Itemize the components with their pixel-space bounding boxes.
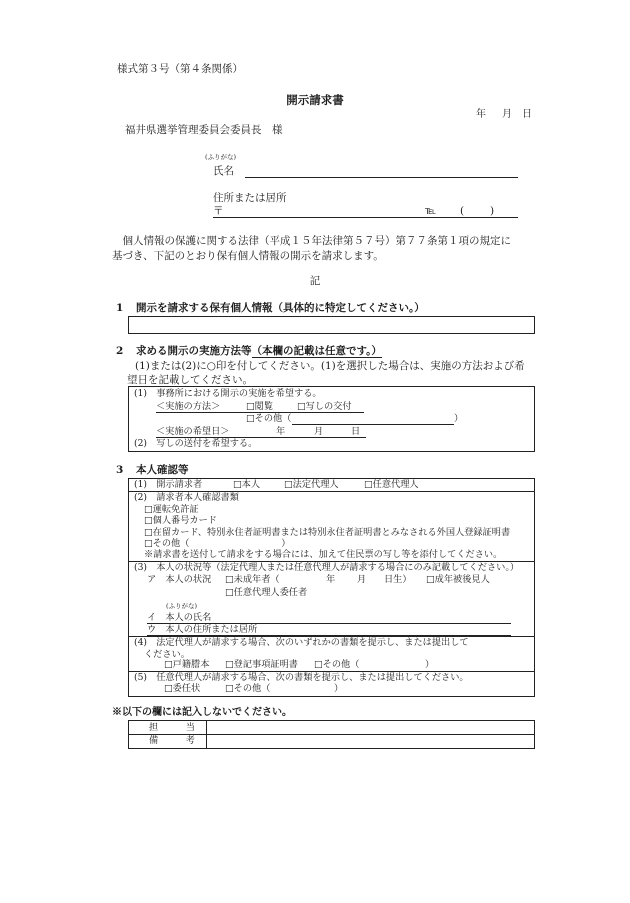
office-label-cell: [129, 735, 207, 748]
requester-address-line: [213, 205, 518, 218]
preferred-date-day-unit: 日: [351, 426, 361, 437]
checkbox-delegating-principal[interactable]: □任意代理人委任者: [225, 587, 308, 598]
id-documents-note: ※請求書を送付して請求をする場合には、加えて住民票の写し等を添付してください。: [144, 549, 503, 560]
preferred-date-year-unit: 年: [276, 426, 286, 437]
section2-optional-note: （本欄の記載は任意です。）: [251, 345, 382, 357]
tel-paren-open: (: [460, 205, 465, 217]
legal-agent-docs-label: (4) 法定代理人が請求する場合、次のいずれかの書類を提示し、または提出してください。: [134, 637, 469, 660]
intro-paragraph: 個人情報の保護に関する法律（平成１５年法律第５７号）第７７条第１項の規定に基づき、下記のとおり保有個人情報の開示を請求します。: [112, 235, 511, 262]
option-copy-mailing[interactable]: (2) 写しの送付を希望する。: [134, 438, 258, 449]
method-label: ＜実施の方法＞: [156, 401, 221, 412]
requester-tel-field[interactable]: [466, 205, 493, 217]
section2-heading-text: 求める開示の実施方法等: [136, 345, 252, 357]
office-staff-value: [207, 721, 534, 734]
option-office-viewing[interactable]: (1) 事務所における開示の実施を希望する。: [134, 388, 322, 399]
principal-address-field[interactable]: [147, 624, 511, 636]
preferred-date-month-unit: 月: [314, 426, 324, 437]
checkbox-voluntary-docs-other[interactable]: □その他（: [225, 683, 271, 694]
checkbox-id-other[interactable]: □その他（ ）: [144, 538, 291, 549]
checkbox-self[interactable]: □本人: [233, 479, 261, 490]
checkbox-legal-agent[interactable]: □法定代理人: [284, 479, 339, 490]
checkbox-residence-card[interactable]: □在留カード、特別永住者証明書または特別永住者証明書とみなされる外国人登録証明書: [144, 527, 511, 538]
principal-name-field[interactable]: [147, 612, 511, 624]
office-label-cell: [129, 721, 207, 734]
date-day-unit: 日: [522, 109, 532, 120]
requester-type-row: [129, 479, 534, 492]
requester-name-label: 氏名: [213, 165, 234, 177]
page-title: 開示請求書: [286, 93, 344, 107]
section1-heading: 開示を請求する保有個人情報（具体的に特定してください。）: [136, 302, 425, 314]
section1-number: 1: [116, 302, 124, 314]
requester-address-field[interactable]: [226, 205, 422, 217]
checkbox-power-of-attorney[interactable]: □委任状: [164, 683, 201, 694]
id-documents-row: [129, 492, 534, 562]
id-documents-label: (2) 請求者本人確認書類: [134, 492, 239, 503]
tel-paren-close: ): [490, 205, 495, 217]
office-row-staff: [129, 721, 534, 735]
disclosure-method-box: [128, 386, 535, 452]
office-row-remarks: [129, 735, 534, 748]
postal-mark-icon: 〒: [213, 205, 224, 217]
requester-address-label: 住所または居所: [213, 192, 287, 204]
section2-number: 2: [116, 345, 124, 357]
principal-status-row: [129, 562, 534, 637]
tel-mark-icon: ℡: [425, 205, 437, 217]
checkbox-copy-delivery[interactable]: □写しの交付: [297, 401, 352, 412]
office-remarks-value: [207, 735, 534, 748]
method-other-field[interactable]: [292, 413, 454, 425]
requester-name-field[interactable]: [245, 166, 518, 178]
checkbox-minor[interactable]: □未成年者（: [225, 574, 280, 585]
voluntary-agent-docs-row: [129, 672, 534, 696]
voluntary-docs-other-field[interactable]: [271, 683, 333, 695]
checkbox-drivers-license[interactable]: □運転免許証: [144, 504, 199, 515]
minor-birth-year-unit: 年: [326, 574, 336, 585]
principal-furigana-label: (ふりがな): [166, 602, 198, 610]
identity-verification-box: [128, 478, 535, 697]
ki-heading: 記: [309, 275, 321, 287]
checkbox-method-other[interactable]: □その他（: [246, 413, 292, 424]
form-number: 様式第３号（第４条関係）: [117, 63, 243, 75]
section3-heading: 本人確認等: [136, 464, 189, 476]
office-staff-label: 担 当: [149, 722, 195, 733]
checkbox-registry-certificate[interactable]: □登記事項証明書: [225, 659, 298, 670]
minor-birth-day-unit: 日生）: [384, 574, 412, 585]
section2-heading: [136, 345, 382, 358]
checkbox-adult-ward[interactable]: □成年被後見人: [426, 574, 490, 585]
method-other-close: ）: [454, 413, 464, 424]
checkbox-family-register[interactable]: □戸籍謄本: [164, 659, 210, 670]
checkbox-legal-docs-other[interactable]: □その他（: [314, 659, 360, 670]
minor-birth-month-unit: 月: [357, 574, 367, 585]
requester-furigana-label: (ふりがな): [205, 153, 237, 161]
section2-instruction: (1)または(2)に○印を付してください。(1)を選択した場合は、実施の方法および希望日を記載してください。: [127, 360, 525, 386]
checkbox-viewing[interactable]: □閲覧: [246, 401, 274, 412]
date-month-unit: 月: [502, 109, 512, 120]
office-use-table: [128, 720, 535, 749]
checkbox-my-number-card[interactable]: □個人番号カード: [144, 515, 217, 526]
legal-docs-other-field[interactable]: [360, 659, 424, 671]
section3-number: 3: [116, 464, 124, 476]
requester-type-label: (1) 開示請求者: [134, 479, 203, 490]
office-remarks-label: 備 考: [149, 735, 195, 746]
voluntary-docs-other-close: ）: [334, 683, 344, 694]
addressee: 福井県選挙管理委員会委員長 様: [125, 124, 283, 136]
legal-docs-other-close: ）: [425, 659, 435, 670]
legal-agent-docs-row: [129, 637, 534, 672]
principal-condition-label: ア 本人の状況: [147, 574, 212, 585]
principal-name-label: イ 本人の氏名: [147, 612, 212, 623]
office-use-notice: ※以下の欄には記入しないでください。: [112, 707, 292, 718]
principal-address-label: ウ 本人の住所または居所: [147, 624, 258, 635]
voluntary-agent-docs-label: (5) 任意代理人が請求する場合、次の書類を提示し、または提出してください。: [134, 672, 469, 683]
date-year-unit: 年: [476, 109, 486, 120]
requested-info-field[interactable]: [128, 316, 535, 334]
checkbox-voluntary-agent[interactable]: □任意代理人: [364, 479, 419, 490]
principal-status-label: (3) 本人の状況等（法定代理人または任意代理人が請求する場合にのみ記載してください。）: [134, 562, 520, 573]
preferred-date-label: ＜実施の希望日＞: [156, 426, 230, 437]
